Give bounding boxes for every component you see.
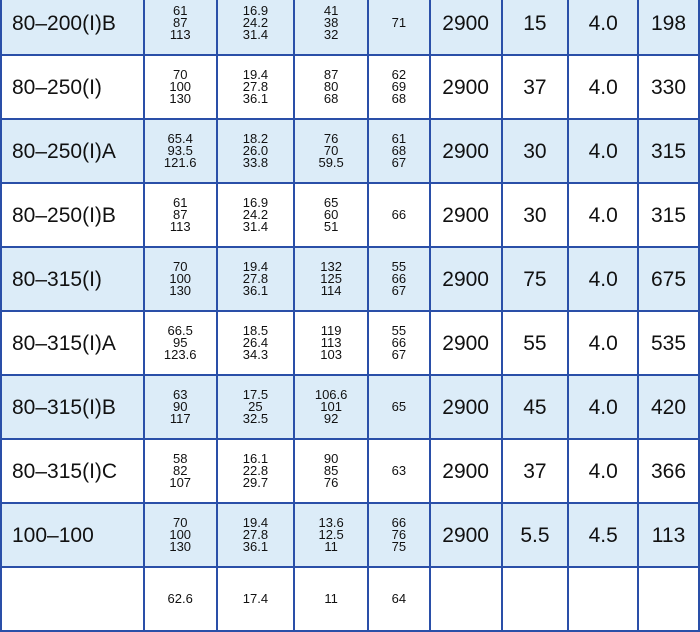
flow-cell [144, 55, 217, 119]
efficiency-cell [368, 55, 430, 119]
col4-values [295, 325, 367, 361]
col4-cell [294, 0, 368, 55]
flow-cell [144, 439, 217, 503]
flow-value: 113 [169, 27, 191, 42]
table-row [1, 55, 699, 119]
flow-cell [144, 503, 217, 567]
flow-values [145, 197, 216, 233]
table-row [1, 247, 699, 311]
col4-cell [294, 119, 368, 183]
col4-value: 113 [320, 335, 342, 350]
flow-value: 61 [172, 195, 188, 210]
power-cell: 75 [502, 247, 569, 311]
head-value: 18.5 [242, 323, 269, 338]
table-row [1, 439, 699, 503]
model-cell [1, 567, 144, 631]
col4-value: 101 [320, 399, 342, 414]
weight-cell: 315 [638, 183, 699, 247]
flow-values [145, 453, 216, 489]
head-value: 19.4 [242, 67, 269, 82]
speed-cell: 2900 [430, 55, 502, 119]
flow-values [145, 389, 216, 425]
efficiency-value: 71 [391, 15, 407, 30]
flow-values [145, 5, 216, 41]
col4-values [295, 5, 367, 41]
weight-cell: 330 [638, 55, 699, 119]
flow-value: 130 [169, 283, 192, 298]
head-value: 31.4 [242, 219, 269, 234]
head-values [218, 593, 294, 605]
col4-value: 76 [323, 131, 339, 146]
col4-values [295, 197, 367, 233]
weight-cell: 366 [638, 439, 699, 503]
head-values [218, 389, 294, 425]
col4-cell [294, 247, 368, 311]
flow-value: 61 [172, 3, 188, 18]
flow-value: 93.5 [167, 143, 193, 158]
flow-value: 107 [169, 475, 192, 490]
head-value: 16.1 [242, 451, 269, 466]
flow-values [145, 325, 216, 361]
head-value: 16.9 [242, 3, 269, 18]
col4-value: 65 [323, 195, 339, 210]
col4-cell [294, 375, 368, 439]
head-values [218, 517, 294, 553]
flow-value: 123.6 [163, 347, 197, 362]
speed-cell: 2900 [430, 311, 502, 375]
efficiency-cell [368, 439, 430, 503]
flow-value: 90 [172, 399, 188, 414]
head-value: 36.1 [242, 91, 269, 106]
flow-value: 63 [172, 387, 188, 402]
efficiency-value: 63 [391, 463, 407, 478]
flow-value: 58 [172, 451, 188, 466]
weight-cell [638, 567, 699, 631]
efficiency-value: 66 [391, 207, 407, 222]
efficiency-cell [368, 183, 430, 247]
model-cell: 100–100 [1, 503, 144, 567]
table-row [1, 311, 699, 375]
power-cell: 45 [502, 375, 569, 439]
table-row [1, 503, 699, 567]
col4-value: 12.5 [318, 527, 344, 542]
col4-value: 132 [320, 259, 342, 274]
head-value: 32.5 [242, 411, 269, 426]
head-value: 36.1 [242, 283, 269, 298]
flow-cell [144, 375, 217, 439]
head-value: 16.9 [242, 195, 269, 210]
head-value: 27.8 [242, 271, 269, 286]
head-values [218, 261, 294, 297]
efficiency-value: 65 [391, 399, 407, 414]
head-value: 26.0 [242, 143, 269, 158]
flow-value: 87 [172, 207, 188, 222]
col4-value: 11 [324, 591, 338, 606]
head-value: 25 [248, 399, 263, 414]
flow-value: 62.6 [167, 591, 193, 606]
flow-value: 100 [169, 271, 192, 286]
efficiency-value: 67 [391, 283, 407, 298]
efficiency-value: 55 [391, 259, 407, 274]
efficiency-value: 66 [391, 271, 407, 286]
flow-value: 95 [172, 335, 188, 350]
head-cell [217, 567, 295, 631]
head-value: 17.4 [242, 591, 269, 606]
speed-cell: 2900 [430, 439, 502, 503]
col4-value: 41 [323, 3, 339, 18]
flow-value: 121.6 [163, 155, 197, 170]
head-value: 24.2 [242, 207, 269, 222]
head-value: 31.4 [242, 27, 269, 42]
flow-values [145, 593, 216, 605]
head-cell [217, 119, 295, 183]
col4-cell [294, 503, 368, 567]
efficiency-values [369, 325, 429, 361]
head-cell [217, 0, 295, 55]
head-value: 18.2 [242, 131, 269, 146]
weight-cell: 198 [638, 0, 699, 55]
col4-value: 32 [323, 27, 339, 42]
npsh-cell: 4.0 [568, 55, 638, 119]
col4-value: 13.6 [318, 515, 344, 530]
efficiency-values [369, 209, 429, 221]
col4-value: 80 [323, 79, 339, 94]
head-value: 27.8 [242, 527, 269, 542]
head-value: 33.8 [242, 155, 269, 170]
power-cell: 37 [502, 55, 569, 119]
flow-value: 70 [172, 259, 188, 274]
weight-cell: 315 [638, 119, 699, 183]
npsh-cell: 4.0 [568, 439, 638, 503]
col4-values [295, 517, 367, 553]
table-body [1, 0, 699, 631]
head-value: 34.3 [242, 347, 269, 362]
col4-value: 85 [323, 463, 339, 478]
efficiency-value: 68 [391, 143, 407, 158]
power-cell: 15 [502, 0, 569, 55]
head-value: 22.8 [242, 463, 269, 478]
flow-value: 82 [172, 463, 188, 478]
speed-cell: 2900 [430, 375, 502, 439]
col4-value: 106.6 [314, 387, 348, 402]
flow-value: 70 [172, 515, 188, 530]
flow-value: 100 [169, 79, 192, 94]
head-values [218, 69, 294, 105]
head-value: 36.1 [242, 539, 269, 554]
head-cell [217, 375, 295, 439]
efficiency-value: 66 [391, 515, 407, 530]
col4-cell [294, 439, 368, 503]
npsh-cell: 4.0 [568, 119, 638, 183]
npsh-cell: 4.0 [568, 183, 638, 247]
head-cell [217, 183, 295, 247]
head-cell [217, 439, 295, 503]
col4-value: 60 [323, 207, 339, 222]
efficiency-value: 68 [391, 91, 407, 106]
head-value: 29.7 [242, 475, 269, 490]
power-cell: 30 [502, 119, 569, 183]
flow-values [145, 133, 216, 169]
efficiency-cell [368, 503, 430, 567]
efficiency-cell [368, 567, 430, 631]
col4-value: 125 [320, 271, 342, 286]
efficiency-cell [368, 311, 430, 375]
col4-values [295, 593, 367, 605]
power-cell: 30 [502, 183, 569, 247]
head-values [218, 453, 294, 489]
head-values [218, 325, 294, 361]
flow-value: 65.4 [167, 131, 193, 146]
speed-cell [430, 567, 502, 631]
flow-values [145, 517, 216, 553]
npsh-cell: 4.0 [568, 311, 638, 375]
col4-value: 76 [323, 475, 339, 490]
head-values [218, 133, 294, 169]
head-cell [217, 311, 295, 375]
power-cell [502, 567, 569, 631]
efficiency-values [369, 401, 429, 413]
efficiency-values [369, 133, 429, 169]
flow-cell [144, 119, 217, 183]
col4-value: 68 [323, 91, 339, 106]
head-cell [217, 503, 295, 567]
power-cell: 37 [502, 439, 569, 503]
col4-value: 59.5 [318, 155, 344, 170]
model-cell: 80–315(I)C [1, 439, 144, 503]
speed-cell: 2900 [430, 247, 502, 311]
efficiency-values [369, 261, 429, 297]
flow-cell [144, 183, 217, 247]
model-cell: 80–200(I)B [1, 0, 144, 55]
flow-value: 87 [172, 15, 188, 30]
efficiency-values [369, 465, 429, 477]
weight-cell: 420 [638, 375, 699, 439]
npsh-cell: 4.0 [568, 375, 638, 439]
col4-value: 38 [323, 15, 339, 30]
efficiency-value: 64 [391, 591, 407, 606]
table-row [1, 0, 699, 55]
head-value: 19.4 [242, 515, 269, 530]
flow-value: 130 [169, 91, 192, 106]
efficiency-values [369, 517, 429, 553]
table-row [1, 567, 699, 631]
col4-cell [294, 567, 368, 631]
flow-cell [144, 567, 217, 631]
head-values [218, 5, 294, 41]
power-cell: 5.5 [502, 503, 569, 567]
head-cell [217, 55, 295, 119]
speed-cell: 2900 [430, 503, 502, 567]
table-row [1, 119, 699, 183]
col4-value: 119 [320, 323, 342, 338]
flow-cell [144, 247, 217, 311]
table-row [1, 183, 699, 247]
npsh-cell: 4.5 [568, 503, 638, 567]
col4-value: 70 [323, 143, 339, 158]
flow-value: 117 [169, 411, 191, 426]
head-value: 17.5 [242, 387, 269, 402]
power-cell: 55 [502, 311, 569, 375]
flow-value: 130 [169, 539, 192, 554]
weight-cell: 113 [638, 503, 699, 567]
head-cell [217, 247, 295, 311]
efficiency-values [369, 69, 429, 105]
col4-value: 11 [324, 539, 338, 554]
efficiency-values [369, 17, 429, 29]
model-cell: 80–315(I)B [1, 375, 144, 439]
col4-cell [294, 311, 368, 375]
speed-cell: 2900 [430, 0, 502, 55]
npsh-cell: 4.0 [568, 247, 638, 311]
table-row [1, 375, 699, 439]
flow-value: 66.5 [167, 323, 193, 338]
col4-values [295, 133, 367, 169]
model-cell: 80–250(I)A [1, 119, 144, 183]
model-cell: 80–250(I)B [1, 183, 144, 247]
flow-value: 70 [172, 67, 188, 82]
weight-cell: 535 [638, 311, 699, 375]
col4-value: 103 [320, 347, 342, 362]
model-cell: 80–250(I) [1, 55, 144, 119]
efficiency-value: 75 [391, 539, 407, 554]
col4-value: 51 [323, 219, 339, 234]
col4-value: 92 [323, 411, 339, 426]
efficiency-value: 61 [391, 131, 407, 146]
speed-cell: 2900 [430, 183, 502, 247]
efficiency-value: 66 [391, 335, 407, 350]
efficiency-value: 69 [391, 79, 407, 94]
efficiency-cell [368, 375, 430, 439]
head-value: 19.4 [242, 259, 269, 274]
col4-value: 114 [320, 283, 342, 298]
efficiency-value: 55 [391, 323, 407, 338]
flow-value: 100 [169, 527, 192, 542]
npsh-cell: 4.0 [568, 0, 638, 55]
model-cell: 80–315(I)A [1, 311, 144, 375]
efficiency-cell [368, 0, 430, 55]
head-value: 27.8 [242, 79, 269, 94]
col4-cell [294, 55, 368, 119]
efficiency-values [369, 593, 429, 605]
efficiency-cell [368, 247, 430, 311]
weight-cell: 675 [638, 247, 699, 311]
head-value: 24.2 [242, 15, 269, 30]
speed-cell: 2900 [430, 119, 502, 183]
col4-values [295, 69, 367, 105]
efficiency-value: 76 [391, 527, 407, 542]
head-values [218, 197, 294, 233]
col4-cell [294, 183, 368, 247]
flow-values [145, 261, 216, 297]
efficiency-value: 67 [391, 347, 407, 362]
model-cell: 80–315(I) [1, 247, 144, 311]
flow-cell [144, 311, 217, 375]
flow-cell [144, 0, 217, 55]
col4-values [295, 389, 367, 425]
col4-values [295, 261, 367, 297]
efficiency-value: 62 [391, 67, 407, 82]
col4-value: 90 [323, 451, 339, 466]
flow-values [145, 69, 216, 105]
head-value: 26.4 [242, 335, 269, 350]
npsh-cell [568, 567, 638, 631]
efficiency-value: 67 [391, 155, 407, 170]
efficiency-cell [368, 119, 430, 183]
col4-value: 87 [323, 67, 339, 82]
col4-values [295, 453, 367, 489]
flow-value: 113 [169, 219, 191, 234]
